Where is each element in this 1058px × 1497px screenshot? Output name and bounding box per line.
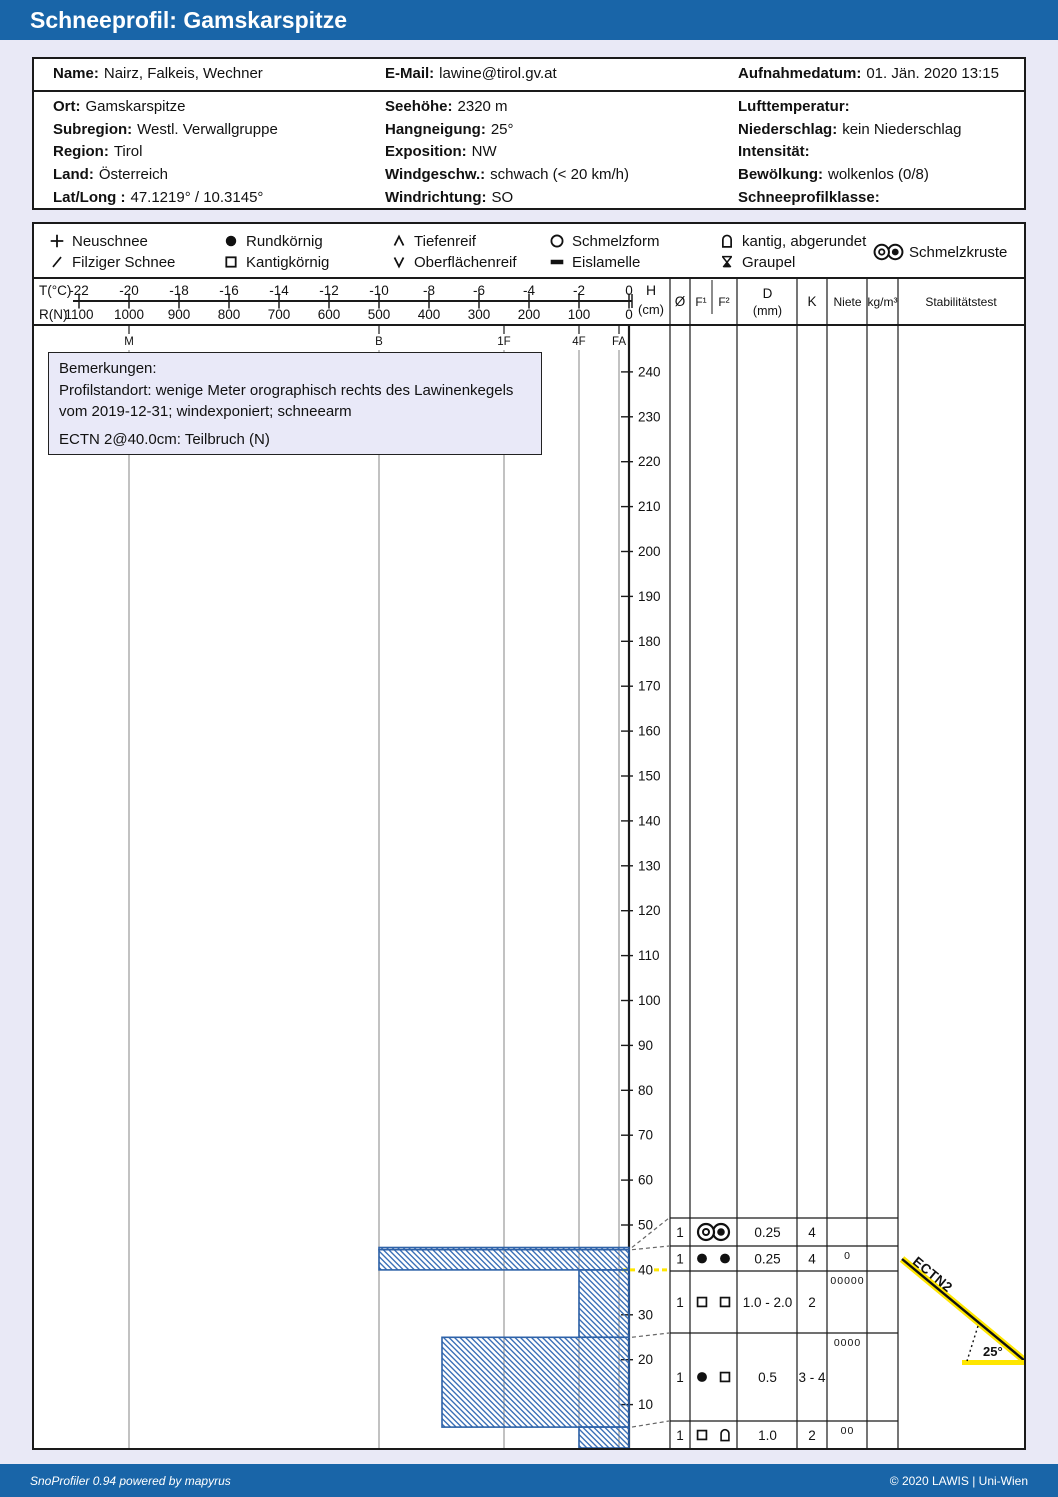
svg-text:90: 90 — [638, 1037, 654, 1053]
kantigkoernig-icon — [698, 1431, 707, 1440]
legend-item-kantigkoernig — [222, 252, 329, 272]
legend-label: Schmelzform — [572, 232, 660, 250]
svg-text:800: 800 — [217, 307, 241, 322]
footer-app-version: SnoProfiler 0.94 powered by mapyrus — [30, 1474, 231, 1488]
info-field-value: 01. Jän. 2020 13:15 — [866, 65, 999, 82]
svg-text:20: 20 — [638, 1352, 654, 1368]
oberflaechenreif-icon — [390, 253, 408, 271]
svg-text:T(°C): T(°C) — [39, 283, 72, 298]
legend-item-schmelzform — [548, 231, 660, 251]
svg-text:130: 130 — [638, 858, 661, 874]
neuschnee-icon — [48, 232, 66, 250]
info-field-label: E-Mail: — [385, 65, 435, 82]
svg-text:-6: -6 — [472, 283, 486, 298]
stability-test-diagram — [902, 1254, 1024, 1363]
svg-text:kg/m³: kg/m³ — [867, 295, 898, 309]
info-field-value: 25° — [490, 120, 514, 138]
svg-text:-20: -20 — [119, 283, 139, 298]
svg-text:1: 1 — [676, 1427, 684, 1443]
layer-table — [670, 1218, 898, 1443]
info-line — [738, 187, 961, 210]
info-line — [385, 119, 629, 142]
svg-text:R(N): R(N) — [39, 307, 68, 322]
graupel-icon — [718, 253, 736, 271]
svg-text:40: 40 — [638, 1262, 654, 1278]
profile-box — [32, 222, 1026, 1450]
legend-item-oberflaechenreif — [390, 252, 517, 272]
legend-label: Eislamelle — [572, 253, 641, 271]
layer-row-connectors — [632, 1218, 669, 1427]
legend-label: Neuschnee — [72, 232, 148, 250]
info-field-label: Niederschlag: — [738, 120, 838, 138]
svg-text:-18: -18 — [169, 283, 189, 298]
svg-text:230: 230 — [638, 409, 661, 425]
svg-text:120: 120 — [638, 903, 661, 919]
layer-bar — [579, 1270, 629, 1337]
svg-text:F²: F² — [718, 295, 730, 309]
info-field-label: Exposition: — [385, 143, 467, 161]
svg-text:-4: -4 — [522, 283, 536, 298]
svg-text:80: 80 — [638, 1082, 654, 1098]
svg-text:10: 10 — [638, 1397, 654, 1413]
info-field-value: lawine@tirol.gv.at — [439, 65, 557, 82]
remarks-heading: Bemerkungen: — [59, 360, 157, 377]
info-field-label: Bewölkung: — [738, 166, 823, 184]
info-field-label: Name: — [53, 65, 99, 82]
svg-text:140: 140 — [638, 813, 661, 829]
remarks-test-note: ECTN 2@40.0cm: Teilbruch (N) — [59, 431, 270, 448]
info-field-label: Windgeschw.: — [385, 166, 486, 184]
svg-text:0: 0 — [625, 283, 633, 298]
svg-text:1F: 1F — [497, 336, 511, 348]
info-field-0 — [53, 65, 263, 82]
info-line — [385, 141, 629, 164]
svg-text:1: 1 — [676, 1251, 684, 1267]
info-field-value: Nairz, Falkeis, Wechner — [103, 65, 263, 82]
svg-text:-14: -14 — [269, 283, 289, 298]
info-line — [738, 96, 961, 119]
info-header-row — [34, 59, 1024, 92]
svg-text:170: 170 — [638, 678, 661, 694]
legend-label: Filziger Schnee — [72, 253, 176, 271]
temp-resistance-axis — [39, 282, 664, 322]
svg-text:Stabilitätstest: Stabilitätstest — [925, 295, 997, 309]
info-field-value: kein Niederschlag — [842, 120, 962, 138]
svg-text:-10: -10 — [369, 283, 389, 298]
info-field-value: 2320 m — [457, 98, 508, 115]
svg-text:1.0 - 2.0: 1.0 - 2.0 — [742, 1294, 793, 1310]
legend-item-eislamelle — [548, 252, 640, 272]
layer-bar — [579, 1427, 629, 1448]
info-field-label: Schneeprofilklasse: — [738, 188, 880, 206]
svg-text:900: 900 — [167, 307, 191, 322]
tiefenreif-icon — [390, 232, 408, 250]
svg-text:-22: -22 — [69, 283, 89, 298]
svg-text:Niete: Niete — [833, 295, 862, 309]
info-line — [53, 164, 278, 187]
info-line — [53, 119, 278, 142]
svg-text:160: 160 — [638, 723, 661, 739]
layer-bar — [379, 1250, 629, 1270]
svg-text:0: 0 — [844, 1250, 851, 1262]
svg-text:4F: 4F — [572, 336, 586, 348]
svg-text:50: 50 — [638, 1217, 654, 1233]
svg-text:B: B — [375, 336, 383, 348]
legend-label: Schmelzkruste — [909, 243, 1008, 261]
svg-text:0.25: 0.25 — [754, 1224, 781, 1240]
info-line — [53, 141, 278, 164]
svg-text:110: 110 — [638, 948, 660, 964]
info-field-label: Subregion: — [53, 120, 133, 138]
svg-text:1: 1 — [676, 1224, 684, 1240]
svg-text:200: 200 — [517, 307, 541, 322]
svg-text:30: 30 — [638, 1307, 654, 1323]
svg-text:1100: 1100 — [64, 307, 94, 322]
svg-text:2: 2 — [808, 1427, 816, 1443]
svg-text:60: 60 — [638, 1172, 654, 1188]
info-field-label: Aufnahmedatum: — [738, 65, 862, 82]
info-field-value: 47.1219° / 10.3145° — [130, 188, 264, 206]
svg-text:(cm): (cm) — [638, 302, 664, 317]
grain-legend — [34, 224, 1024, 278]
svg-text:FA: FA — [611, 336, 627, 348]
info-field-value: Österreich — [98, 166, 169, 184]
info-field-value: Tirol — [113, 143, 143, 161]
layer-bar — [442, 1337, 629, 1427]
legend-label: Graupel — [742, 253, 796, 271]
svg-text:0: 0 — [625, 307, 633, 322]
svg-text:-2: -2 — [572, 283, 586, 298]
legend-item-kantig_abgerundet — [718, 231, 866, 251]
legend-label: Oberflächenreif — [414, 253, 517, 271]
remarks-body: Profilstandort: wenige Meter orographisch rechts des Lawinenkegels vom 2019-12-31; windexponiert; schneearm — [59, 382, 514, 420]
info-field-value: schwach (< 20 km/h) — [490, 166, 629, 184]
svg-text:0000: 0000 — [833, 1337, 862, 1349]
legend-label: kantig, abgerundet — [742, 232, 867, 250]
legend-item-graupel — [718, 252, 795, 272]
info-field-value: SO — [491, 188, 514, 206]
info-column-0 — [53, 96, 278, 210]
svg-text:300: 300 — [467, 307, 491, 322]
svg-text:500: 500 — [367, 307, 391, 322]
eislamelle-icon — [548, 253, 566, 271]
info-field-label: Windrichtung: — [385, 188, 487, 206]
schmelzkruste-icon — [698, 1224, 729, 1240]
svg-text:150: 150 — [638, 768, 661, 784]
info-field-2 — [738, 65, 999, 82]
svg-text:2: 2 — [808, 1294, 816, 1310]
info-column-1 — [385, 96, 629, 210]
kantigkoernig-icon — [721, 1373, 730, 1382]
legend-label: Kantigkörnig — [246, 253, 330, 271]
info-field-value: NW — [471, 143, 497, 161]
svg-text:1: 1 — [676, 1369, 684, 1385]
svg-text:25°: 25° — [983, 1344, 1003, 1359]
kantig-abgerundet-icon — [721, 1430, 729, 1441]
legend-label: Rundkörnig — [246, 232, 323, 250]
info-field-1 — [385, 65, 557, 82]
kantig-abgerundet-icon — [718, 232, 736, 250]
info-box — [32, 57, 1026, 210]
info-line — [385, 187, 629, 210]
svg-text:600: 600 — [317, 307, 341, 322]
info-field-label: Intensität: — [738, 143, 810, 161]
kantigkoernig-icon — [222, 253, 240, 271]
svg-text:-8: -8 — [422, 283, 436, 298]
svg-text:1: 1 — [676, 1294, 684, 1310]
legend-item-filziger_schnee — [48, 252, 175, 272]
info-field-label: Lat/Long : — [53, 188, 126, 206]
svg-text:190: 190 — [638, 588, 661, 604]
svg-text:0.25: 0.25 — [754, 1251, 781, 1267]
info-line — [385, 96, 629, 119]
schmelzkruste-icon — [872, 243, 905, 261]
svg-text:00: 00 — [840, 1425, 855, 1437]
svg-text:700: 700 — [267, 307, 291, 322]
svg-text:3 - 4: 3 - 4 — [798, 1369, 826, 1385]
info-field-value: Gamskarspitze — [85, 98, 186, 115]
svg-text:200: 200 — [638, 544, 661, 559]
kantigkoernig-icon — [698, 1298, 707, 1307]
svg-text:100: 100 — [567, 307, 591, 322]
footer-bar — [0, 1464, 1058, 1497]
legend-item-schmelzkruste — [872, 242, 1007, 262]
legend-label: Tiefenreif — [414, 232, 476, 250]
filziger-schnee-icon — [48, 253, 66, 271]
svg-text:F¹: F¹ — [695, 295, 707, 309]
rundkoernig-icon — [697, 1254, 707, 1264]
svg-text:-16: -16 — [219, 283, 239, 298]
rundkoernig-icon — [222, 232, 240, 250]
info-line — [738, 164, 961, 187]
legend-item-neuschnee — [48, 231, 148, 251]
svg-text:180: 180 — [638, 633, 661, 649]
info-field-value: wolkenlos (0/8) — [828, 166, 929, 184]
svg-text:210: 210 — [638, 499, 661, 515]
schmelzform-icon — [548, 232, 566, 250]
info-column-2 — [738, 96, 961, 210]
rundkoernig-icon — [720, 1254, 730, 1264]
remarks-box — [48, 352, 542, 455]
info-field-label: Land: — [53, 166, 94, 184]
svg-text:00000: 00000 — [830, 1275, 865, 1287]
legend-item-rundkoernig — [222, 231, 323, 251]
svg-text:(mm): (mm) — [752, 304, 783, 318]
title-bar — [0, 0, 1058, 40]
info-field-label: Hangneigung: — [385, 120, 486, 138]
info-line — [385, 164, 629, 187]
ect-result-label: ECTN2 — [909, 1253, 956, 1296]
svg-text:240: 240 — [638, 364, 661, 380]
svg-text:400: 400 — [417, 307, 441, 322]
info-field-label: Lufttemperatur: — [738, 98, 850, 115]
svg-text:H: H — [645, 282, 657, 298]
svg-text:1.0: 1.0 — [758, 1427, 777, 1443]
footer-copyright: © 2020 LAWIS | Uni-Wien — [889, 1474, 1028, 1488]
svg-text:100: 100 — [638, 993, 661, 1008]
table-columns — [670, 278, 997, 1448]
hardness-gridlines — [124, 325, 626, 1448]
legend-item-tiefenreif — [390, 231, 476, 251]
svg-text:D: D — [762, 286, 773, 301]
svg-text:4: 4 — [808, 1224, 816, 1240]
info-line — [738, 141, 961, 164]
svg-text:1000: 1000 — [113, 307, 145, 322]
info-field-label: Ort: — [53, 98, 81, 115]
svg-text:4: 4 — [808, 1251, 816, 1267]
svg-text:K: K — [807, 294, 817, 309]
svg-text:Ø: Ø — [674, 294, 686, 309]
info-line — [738, 119, 961, 142]
rundkoernig-icon — [697, 1372, 707, 1382]
svg-text:220: 220 — [638, 454, 661, 470]
page-title: Schneeprofil: Gamskarspitze — [30, 7, 347, 33]
info-field-value: Westl. Verwallgruppe — [137, 120, 278, 138]
kantigkoernig-icon — [721, 1298, 730, 1307]
svg-text:0.5: 0.5 — [758, 1369, 777, 1385]
svg-text:-12: -12 — [319, 283, 339, 298]
info-line — [53, 187, 278, 210]
info-field-label: Seehöhe: — [385, 98, 453, 115]
svg-text:70: 70 — [638, 1127, 654, 1143]
svg-text:M: M — [124, 336, 134, 348]
info-field-label: Region: — [53, 143, 109, 161]
info-line — [53, 96, 278, 119]
